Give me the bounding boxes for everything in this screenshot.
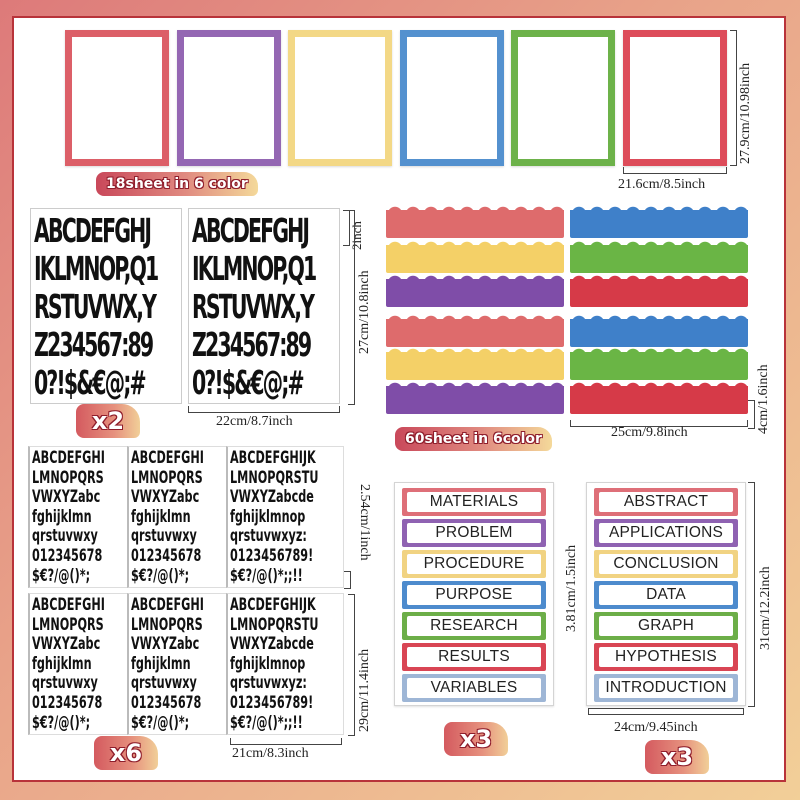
small-letter-sheet [28, 593, 127, 735]
letter-row: ABCDEFGHIJK [230, 595, 316, 615]
letter-row: ABCDEFGHI [32, 448, 105, 468]
label-height-dim: 3.81cm/1.5inch [564, 544, 579, 632]
letter-row: fghijklmn [32, 506, 92, 527]
border-strip [386, 386, 564, 414]
letter-row: 012345678 [32, 692, 103, 713]
letter-row: LMNOPQRS [131, 614, 203, 635]
small-sheet-width-bracket [230, 738, 342, 745]
letter-row: 0?!$&€@;# [34, 363, 145, 402]
letter-row: ABCDEFGHJ [34, 211, 151, 250]
heading-label: APPLICATIONS [594, 519, 738, 547]
heading-label: MATERIALS [402, 488, 546, 516]
big-letters-qty-badge: x2 [76, 404, 140, 438]
letter-row: $€?/@()*;;!! [230, 712, 303, 733]
border-strip [570, 245, 748, 273]
letter-row: 012345678 [131, 692, 202, 713]
border-strip [386, 210, 564, 238]
letter-row: qrstuvwxy [32, 526, 98, 547]
letter-row: VWXYZabc [32, 634, 101, 655]
letter-row: $€?/@()*; [131, 712, 190, 733]
letter-row: LMNOPQRS [32, 467, 104, 488]
heading-label: INTRODUCTION [594, 674, 738, 702]
border-strip [386, 279, 564, 307]
small-letter-sheet [226, 593, 344, 735]
heading-label: HYPOTHESIS [594, 643, 738, 671]
small-letter-height-bracket [344, 571, 351, 589]
heading-label-sheet-left [394, 482, 554, 706]
letter-row: LMNOPQRS [32, 614, 104, 635]
letter-row: ABCDEFGHI [32, 595, 105, 615]
heading-label: PROBLEM [402, 519, 546, 547]
border-strip [386, 245, 564, 273]
letter-row: qrstuvwxy [131, 526, 197, 547]
big-sheet-height-dim: 27cm/10.8inch [357, 270, 372, 354]
small-letter-sheet [28, 446, 127, 588]
big-sheet-height-bracket [348, 210, 355, 405]
letter-row: IKLMNOP,Q1 [192, 249, 316, 288]
label-sheet-height-dim: 31cm/12.2inch [758, 566, 773, 650]
frame-width-dim: 21.6cm/8.5inch [618, 177, 706, 192]
frame-height-dim: 27.9cm/10.98inch [738, 62, 753, 164]
letter-row: qrstuvwxy [131, 673, 197, 694]
heading-label: PURPOSE [402, 581, 546, 609]
letter-row: LMNOPQRSTU [230, 467, 319, 488]
letter-row: Z234567:89 [34, 325, 153, 364]
letter-row: VWXYZabc [131, 634, 200, 655]
letter-row: fghijklmnop [230, 653, 306, 674]
letter-row: ABCDEFGHI [131, 595, 204, 615]
letter-row: VWXYZabcde [230, 487, 314, 508]
letter-row: qrstuvwxyz: [230, 673, 307, 694]
heading-label-sheet-right [586, 482, 746, 706]
heading-label: CONCLUSION [594, 550, 738, 578]
big-letter-sheet-2 [188, 208, 340, 404]
letter-row: VWXYZabc [131, 487, 200, 508]
strips-count-badge: 60sheet in 6color [395, 427, 552, 451]
letter-row: LMNOPQRSTU [230, 614, 319, 635]
small-letter-sheet [226, 446, 344, 588]
big-letter-sheet-1 [30, 208, 182, 404]
frame-sheet-blue [400, 30, 504, 166]
strip-height-bracket [748, 400, 755, 429]
letter-row: $€?/@()*; [32, 565, 91, 586]
frame-sheet-green [511, 30, 615, 166]
letter-row: 0123456789! [230, 692, 314, 713]
product-canvas [12, 16, 786, 782]
letter-row: 012345678 [32, 545, 103, 566]
label-sheet-height-bracket [748, 482, 755, 707]
label-sheet-width-dim: 24cm/9.45inch [614, 720, 698, 735]
letter-row: fghijklmn [32, 653, 92, 674]
letter-row: VWXYZabc [32, 487, 101, 508]
heading-label: PROCEDURE [402, 550, 546, 578]
letter-row: LMNOPQRS [131, 467, 203, 488]
frame-sheet-red [65, 30, 169, 166]
letter-row: 012345678 [131, 545, 202, 566]
frame-sheet-crimson [623, 30, 727, 166]
border-strip [570, 210, 748, 238]
letter-row: qrstuvwxy [32, 673, 98, 694]
small-letters-qty-badge: x6 [94, 736, 158, 770]
frame-sheet-yellow [288, 30, 392, 166]
border-strip [386, 319, 564, 347]
heading-label: ABSTRACT [594, 488, 738, 516]
small-sheet-height-bracket [348, 594, 355, 736]
label-sheet-width-bracket [588, 708, 744, 715]
big-sheet-width-bracket [188, 406, 340, 413]
small-letter-height-dim: 2.54cm/1inch [357, 484, 372, 561]
heading-label: VARIABLES [402, 674, 546, 702]
border-strip [570, 279, 748, 307]
letter-row: RSTUVWX,Y [34, 287, 156, 326]
letter-height-dim: 2inch [349, 221, 364, 250]
border-strip [570, 319, 748, 347]
labels-left-qty-badge: x3 [444, 722, 508, 756]
heading-label: RESEARCH [402, 612, 546, 640]
labels-right-qty-badge: x3 [645, 740, 709, 774]
letter-row: $€?/@()*;;!! [230, 565, 303, 586]
letter-row: RSTUVWX,Y [192, 287, 314, 326]
letter-row: IKLMNOP,Q1 [34, 249, 158, 288]
small-sheet-width-dim: 21cm/8.3inch [232, 746, 309, 761]
letter-row: ABCDEFGHI [131, 448, 204, 468]
letter-row: ABCDEFGHIJK [230, 448, 316, 468]
big-sheet-width-dim: 22cm/8.7inch [216, 414, 293, 429]
letter-row: fghijklmn [131, 506, 191, 527]
frame-height-bracket [730, 30, 737, 166]
strip-height-dim: 4cm/1.6inch [756, 364, 771, 434]
frame-width-bracket [623, 167, 727, 174]
letter-row: 0?!$&€@;# [192, 363, 303, 402]
border-strip [386, 352, 564, 380]
strip-width-dim: 25cm/9.8inch [611, 425, 688, 440]
letter-row: 0123456789! [230, 545, 314, 566]
heading-label: GRAPH [594, 612, 738, 640]
letter-row: fghijklmn [131, 653, 191, 674]
letter-row: fghijklmnop [230, 506, 306, 527]
letter-row: ABCDEFGHJ [192, 211, 309, 250]
border-strip [570, 352, 748, 380]
small-letter-sheet [127, 446, 226, 588]
heading-label: DATA [594, 581, 738, 609]
frame-sheet-purple [177, 30, 281, 166]
letter-row: $€?/@()*; [131, 565, 190, 586]
small-sheet-height-dim: 29cm/11.4inch [357, 648, 372, 732]
letter-row: Z234567:89 [192, 325, 311, 364]
frames-count-badge: 18sheet in 6 color [96, 172, 258, 196]
border-strip [570, 386, 748, 414]
small-letter-sheet [127, 593, 226, 735]
letter-row: $€?/@()*; [32, 712, 91, 733]
letter-row: VWXYZabcde [230, 634, 314, 655]
heading-label: RESULTS [402, 643, 546, 671]
letter-row: qrstuvwxyz: [230, 526, 307, 547]
